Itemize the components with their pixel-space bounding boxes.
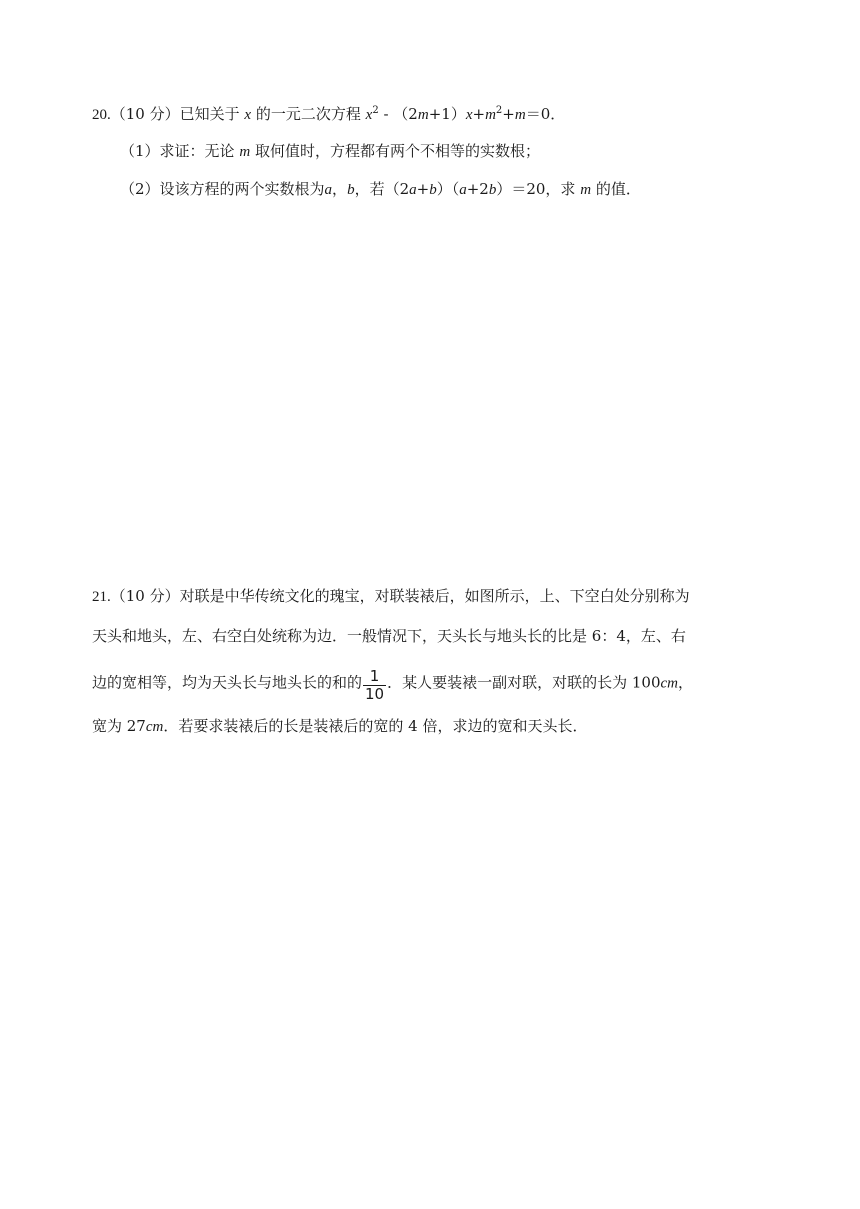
question-20-part-1 [120,141,540,162]
question-number: 21. [92,589,111,605]
stem-text: ．某人要装裱一副对联，对联的长为 100 [387,673,661,692]
stem-text: 已知关于 [179,105,240,123]
stem-text: 对联是中华传统文化的瑰宝，对联装裱后，如图所示，上、下空白处分别称为 [179,587,690,605]
part-text: 取何值时，方程都有两个不相等的实数根； [254,142,540,160]
stem-text: ， [678,673,694,692]
stem-text: 边的宽相等，均为天头长与地头长的和的 [92,673,363,692]
question-20-stem [92,104,565,125]
stem-text: 天头和地头，左、右空白处统称为边．一般情况下，天头长与地头长的比是 6：4，左、右 [92,627,686,645]
question-21-line-4 [92,716,587,737]
var-m: m [514,107,526,123]
var-b: b [429,182,437,198]
var-x: x [365,107,373,123]
part-text: ）（ [436,180,460,198]
part-text: ， [332,180,348,198]
var-m: m [239,144,251,160]
var-b: b [488,182,497,198]
var-m: m [417,107,429,123]
fraction-numerator: 1 [369,667,380,685]
var-b: b [347,182,355,198]
stem-text: ．若要求装裱后的长是装裱后的宽的 4 倍，求边的宽和天头长． [163,717,588,735]
question-21-line-1 [92,586,690,607]
part-text: ）＝20，求 [496,180,576,198]
var-a: a [459,182,467,198]
question-score: （10 分） [110,105,180,123]
stem-text: 的一元二次方程 [255,105,361,123]
var-a: a [409,182,417,198]
question-score: （10 分） [110,587,180,605]
part-text: + [416,180,430,198]
var-m: m [485,107,496,123]
question-21-line-2 [92,626,686,646]
question-20-part-2 [120,179,641,200]
exponent: 2 [372,105,379,116]
exponent: 2 [495,105,503,116]
fraction-denominator: 10 [365,685,385,703]
part-text: ，若（2 [354,180,410,198]
part-text: （1）求证：无论 [120,142,235,160]
var-x: x [244,107,252,123]
part-text: （2）设该方程的两个实数根为 [120,180,325,198]
part-text: 的值． [595,180,641,198]
var-x: x [465,107,473,123]
eq-text: + [502,105,515,123]
unit-cm: cm [660,675,679,692]
question-number: 20. [92,107,111,123]
eq-text: +1） [428,105,466,123]
eq-text: - （2 [378,105,418,123]
question-21-line-3 [92,666,693,701]
eq-text: ＝0． [525,105,566,123]
unit-cm: cm [145,719,164,735]
var-a: a [324,182,333,198]
stem-text: 宽为 27 [92,717,146,735]
var-m: m [580,182,592,198]
fraction-one-tenth [363,668,386,703]
eq-text: + [472,105,486,123]
part-text: +2 [466,180,489,198]
